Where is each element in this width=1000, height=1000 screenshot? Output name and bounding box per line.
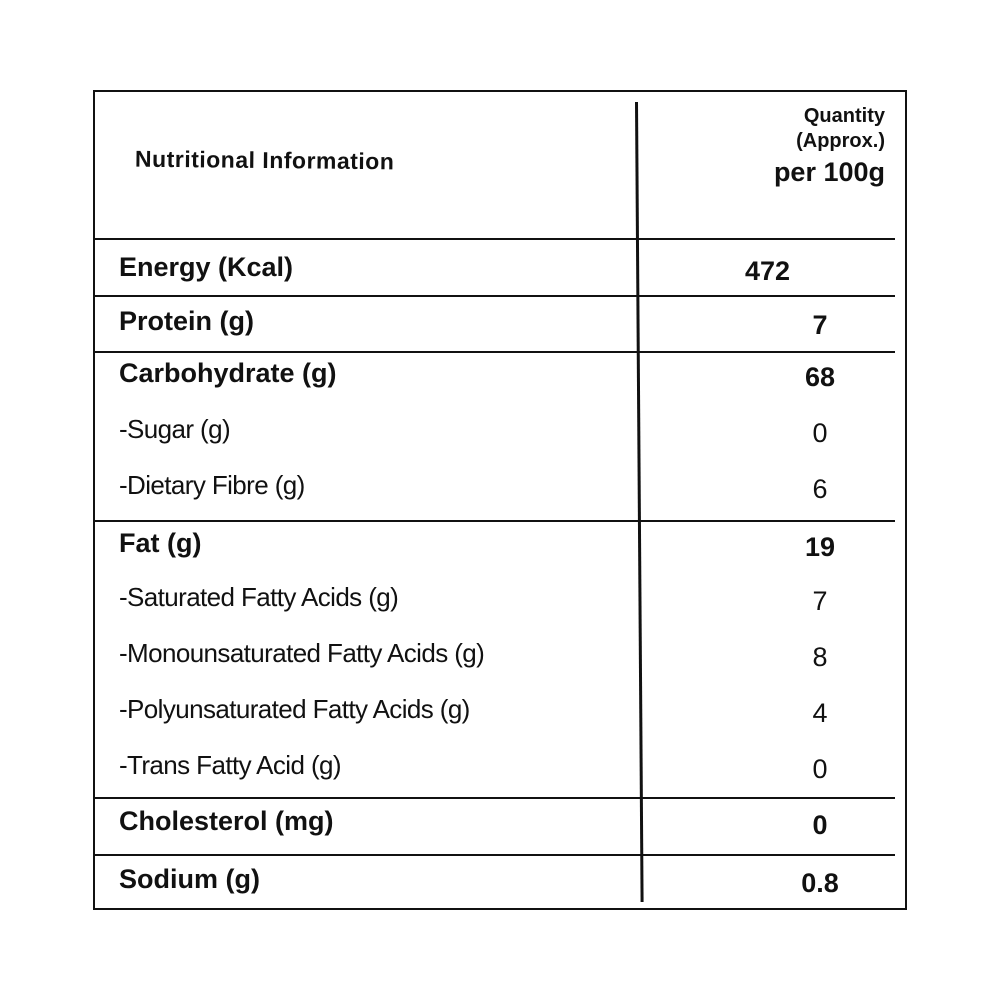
quantity-header [715,104,885,190]
nutrient-name: Protein (g) [119,306,254,336]
quantity-header-line1: Quantity [803,105,885,127]
nutrient-name: -Saturated Fatty Acids (g) [119,582,399,612]
divider-line [95,520,895,522]
nutrient-value: 7 [812,310,828,340]
table-title: Nutritional Information [134,145,395,175]
table-row-polyunsaturated-fatty-acids [95,690,909,730]
nutrient-name: Sodium (g) [119,864,260,894]
quantity-header-line3: per 100g [773,157,885,187]
nutrient-name: Fat (g) [119,528,202,558]
nutrient-name: Energy (Kcal) [119,252,294,282]
nutrition-label [93,90,907,910]
divider-line [95,797,895,799]
nutrient-value: 0 [812,418,828,448]
nutrient-name: -Monounsaturated Fatty Acids (g) [119,638,485,668]
nutrient-name: -Trans Fatty Acid (g) [119,750,341,780]
table-row-dietary-fibre [95,466,909,506]
table-row-protein [95,302,909,342]
nutrient-name: -Dietary Fibre (g) [119,470,305,500]
table-row-cholesterol [95,802,909,842]
nutrient-value: 8 [812,642,828,672]
divider-line [95,238,895,240]
nutrient-value: 472 [745,256,791,286]
table-row-energy [95,248,909,288]
nutrient-name: Cholesterol (mg) [119,806,334,836]
nutrient-name: Carbohydrate (g) [119,358,337,388]
divider-line [95,854,895,856]
table-row-carbohydrate [95,354,909,394]
nutrient-name: -Polyunsaturated Fatty Acids (g) [119,694,470,724]
nutrient-value: 0 [812,810,828,840]
table-row-trans-fatty-acid [95,746,909,786]
nutrient-value: 0 [812,754,828,784]
nutrient-name: -Sugar (g) [119,414,231,444]
table-row-fat [95,524,909,564]
nutrient-value: 19 [804,532,836,562]
nutrient-value: 0.8 [801,868,839,898]
nutrient-value: 68 [804,362,836,392]
divider-line [95,351,895,353]
table-row-saturated-fatty-acids [95,578,909,618]
nutrient-value: 6 [812,474,828,504]
nutrient-value: 7 [812,586,828,616]
table-row-sodium [95,860,909,900]
nutrient-value: 4 [812,698,828,728]
table-row-sugar [95,410,909,450]
table-row-monounsaturated-fatty-acids [95,634,909,674]
divider-line [95,295,895,297]
quantity-header-line2: (Approx.) [796,130,885,152]
